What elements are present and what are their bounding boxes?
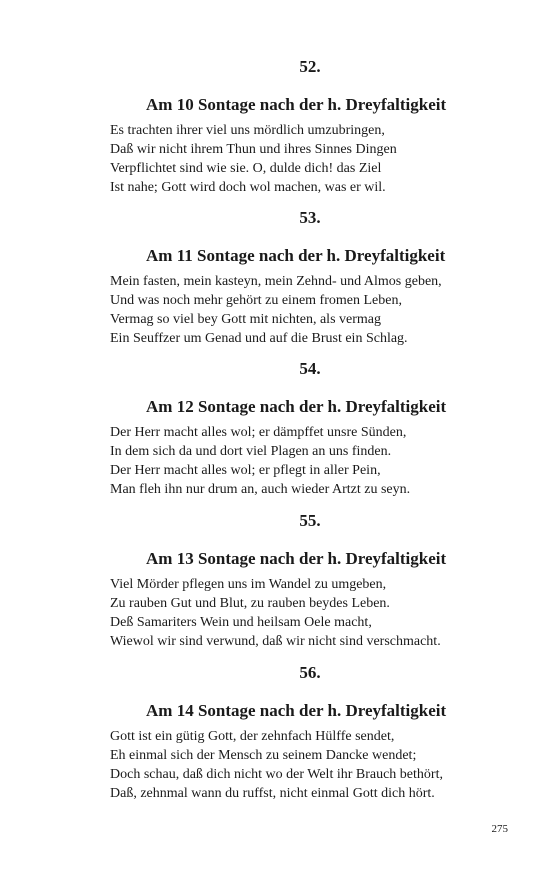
verse-line: Ist nahe; Gott wird doch wol machen, was er wil. (110, 180, 386, 195)
poem-title: Am 13 Sontage nach der h. Dreyfaltigkeit (146, 549, 447, 568)
verse-line: Der Herr macht alles wol; er pflegt in aller Pein, (110, 463, 381, 478)
verse-line: Daß, zehnmal wann du ruffst, nicht einmal Gott dich hört. (110, 786, 435, 801)
poem-52 (110, 57, 510, 197)
poem-55 (110, 511, 510, 651)
poem-53 (110, 208, 510, 348)
poem-title: Am 10 Sontage nach der h. Dreyfaltigkeit (146, 95, 447, 114)
poem-number: 56. (299, 663, 321, 682)
poem-number: 52. (299, 57, 321, 76)
poem-number: 53. (299, 208, 321, 227)
verse-line: Man fleh ihn nur drum an, auch wieder Artzt zu seyn. (110, 482, 411, 497)
poem-number: 55. (299, 511, 321, 530)
verse-line: Wiewol wir sind verwund, daß wir nicht sind verschmacht. (110, 634, 441, 649)
poem-title: Am 12 Sontage nach der h. Dreyfaltigkeit (146, 397, 447, 416)
verse-line: Es trachten ihrer viel uns mördlich umzubringen, (110, 123, 385, 138)
verse-line: Zu rauben Gut und Blut, zu rauben beydes Leben. (110, 596, 390, 611)
verse-line: Mein fasten, mein kasteyn, mein Zehnd- und Almos geben, (110, 274, 442, 289)
poem-56 (110, 663, 510, 803)
page-number: 275 (491, 823, 508, 835)
poem-title: Am 11 Sontage nach der h. Dreyfaltigkeit (146, 246, 446, 265)
poem-54 (110, 359, 510, 499)
verse-line: Ein Seuffzer um Genad und auf die Brust ein Schlag. (110, 331, 408, 346)
verse-line: Daß wir nicht ihrem Thun und ihres Sinnes Dingen (110, 142, 397, 157)
verse-line: Vermag so viel bey Gott mit nichten, als vermag (110, 312, 381, 327)
verse-line: Gott ist ein gütig Gott, der zehnfach Hülffe sendet, (110, 729, 395, 744)
verse-line: Deß Samariters Wein und heilsam Oele macht, (110, 615, 372, 630)
verse-line: In dem sich da und dort viel Plagen an uns finden. (110, 444, 392, 459)
verse-line: Und was noch mehr gehört zu einem fromen Leben, (110, 293, 402, 308)
verse-line: Doch schau, daß dich nicht wo der Welt ihr Brauch bethört, (110, 767, 443, 782)
poem-number: 54. (299, 359, 321, 378)
verse-line: Der Herr macht alles wol; er dämpffet unsre Sünden, (110, 425, 407, 440)
verse-line: Verpflichtet sind wie sie. O, dulde dich! das Ziel (110, 161, 382, 176)
verse-line: Eh einmal sich der Mensch zu seinem Dancke wendet; (110, 748, 417, 763)
poem-title: Am 14 Sontage nach der h. Dreyfaltigkeit (146, 701, 447, 720)
verse-line: Viel Mörder pflegen uns im Wandel zu umgeben, (110, 577, 387, 592)
